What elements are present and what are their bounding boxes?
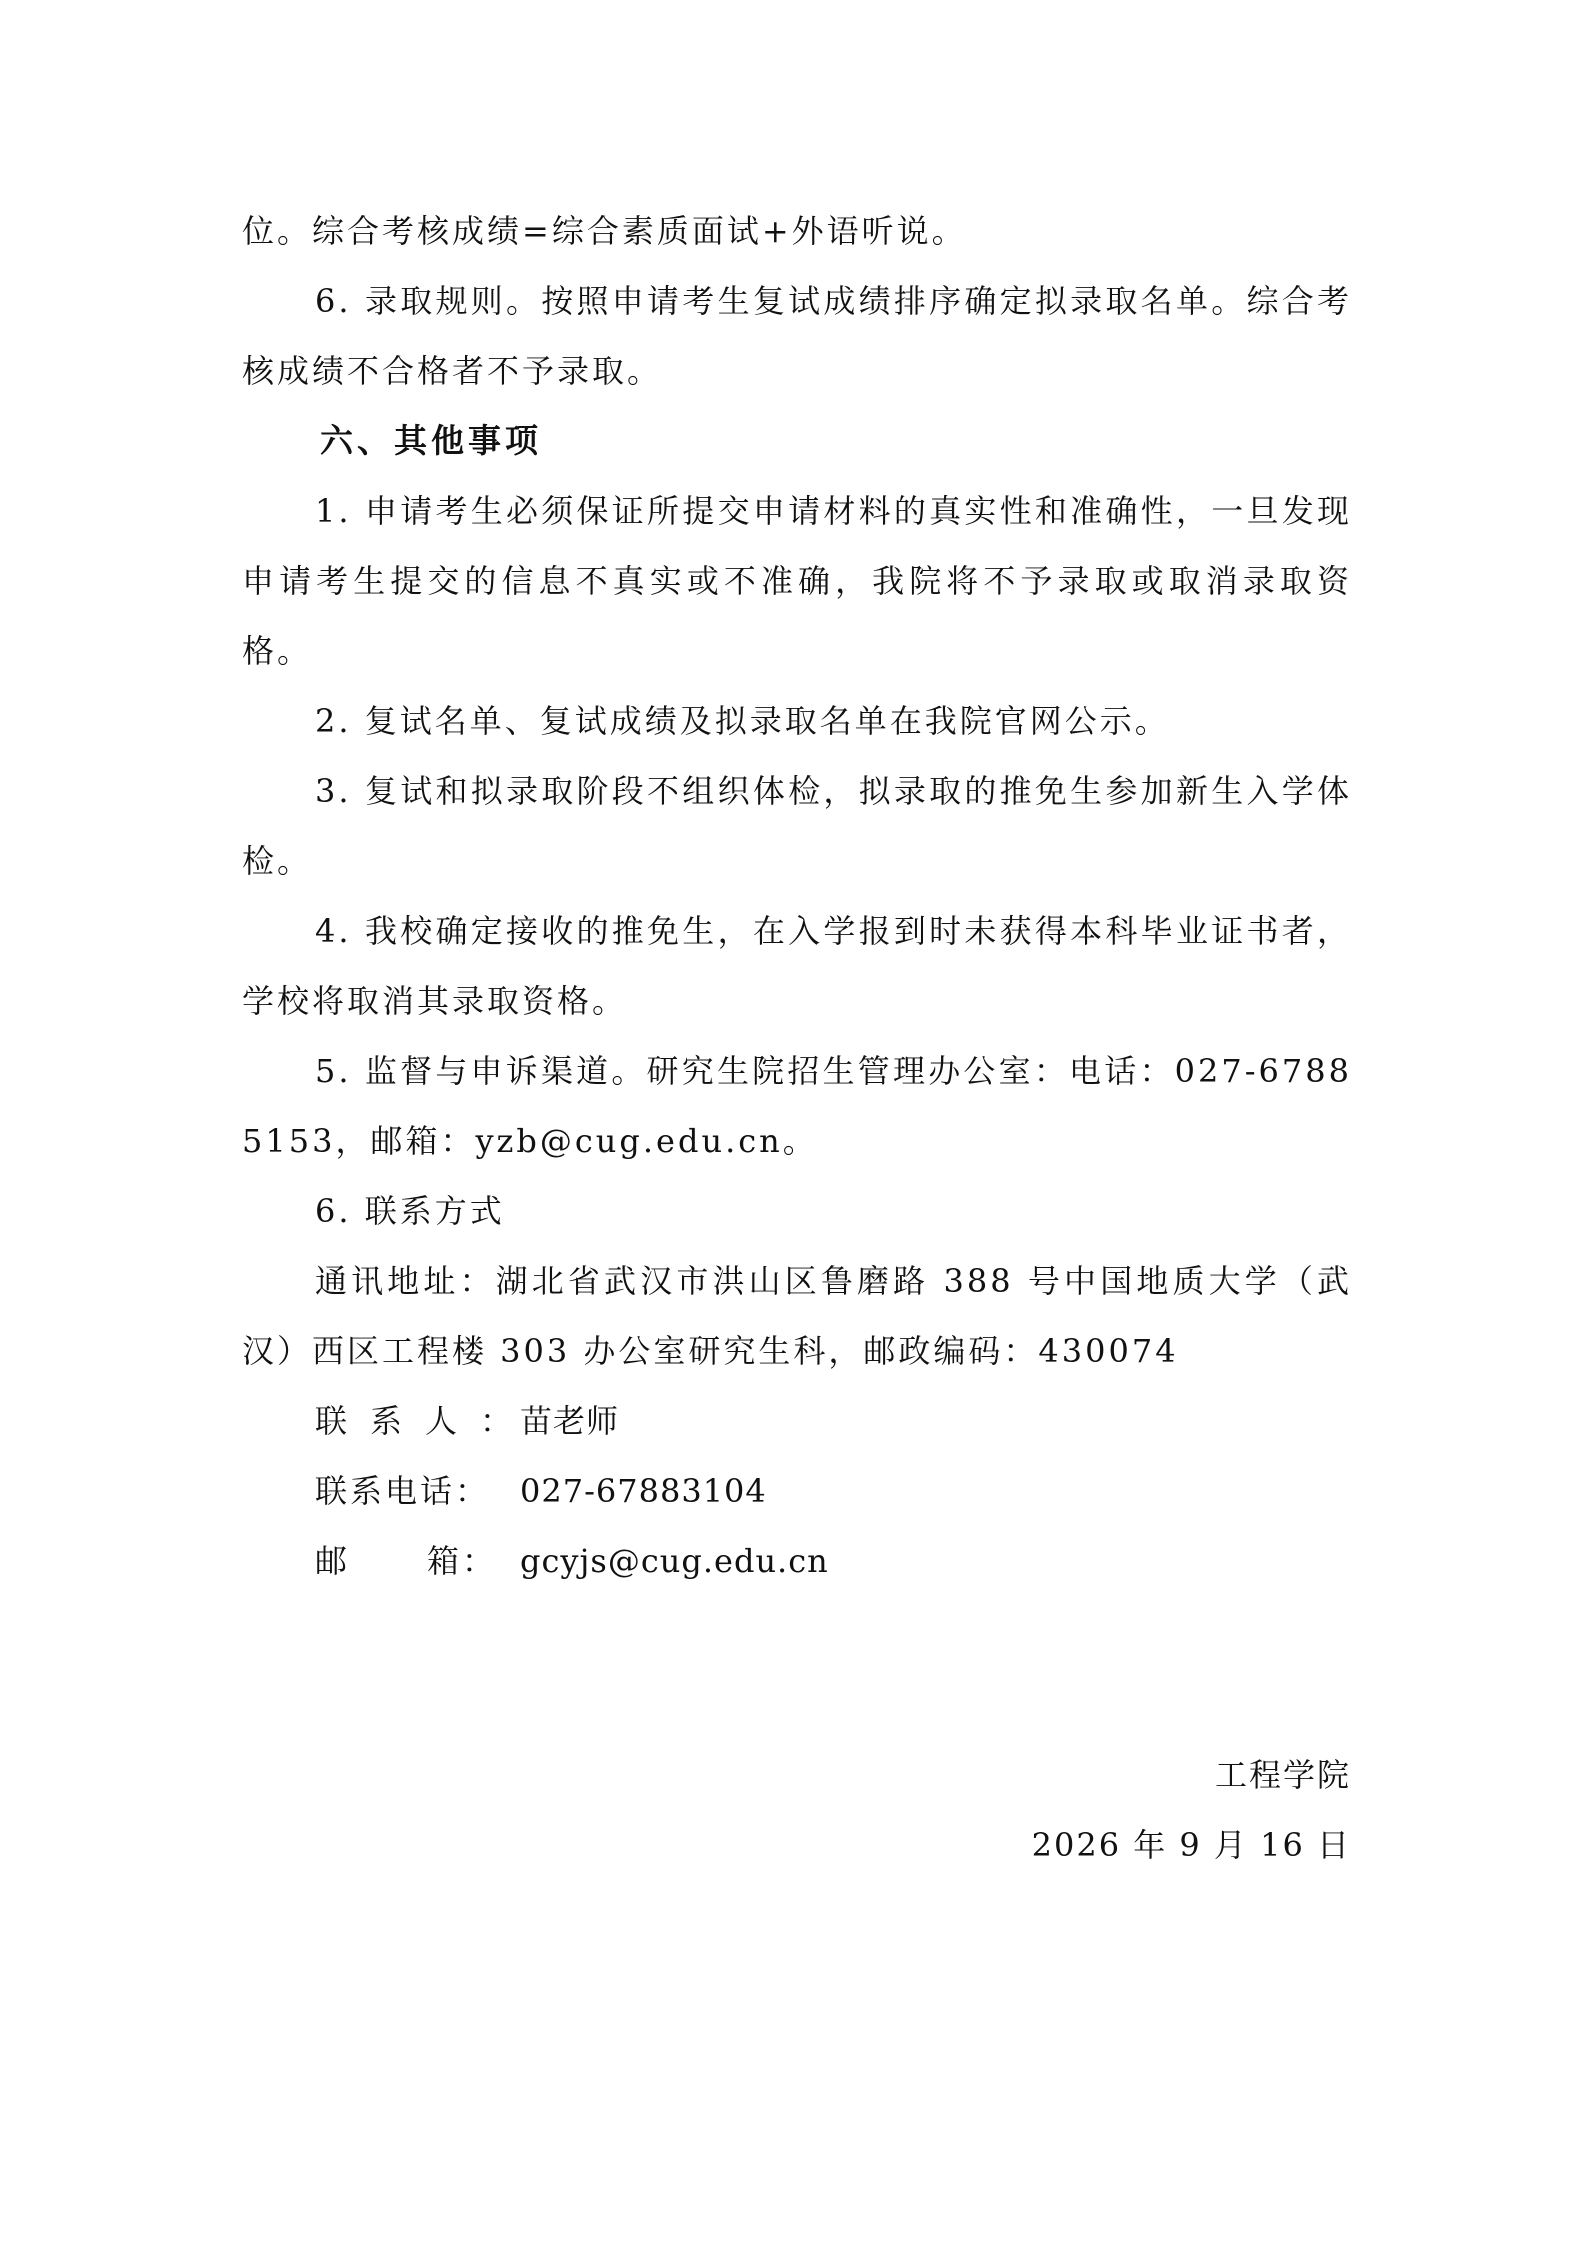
document-body: [242, 196, 1352, 1596]
mailing-address: 通讯地址：湖北省武汉市洪山区鲁磨路 388 号中国地质大学（武汉）西区工程楼 303 办公室研究生科，邮政编码：430074: [242, 1262, 1352, 1370]
contact-email-label: 邮 箱：: [315, 1542, 498, 1580]
item-3-health-check: 3. 复试和拟录取阶段不组织体检，拟录取的推免生参加新生入学体检。: [242, 772, 1352, 880]
contact-phone-value: 027-67883104: [520, 1472, 767, 1510]
contact-person-row: [315, 1386, 1352, 1456]
contact-person-value: 苗老师: [520, 1402, 620, 1440]
item-2-publicity: 2. 复试名单、复试成绩及拟录取名单在我院官网公示。: [315, 702, 1170, 740]
item-5-complaint-channel: 5. 监督与申诉渠道。研究生院招生管理办公室：电话：027-67885153，邮箱：yzb@cug.edu.cn。: [242, 1052, 1352, 1160]
contact-email-value: gcyjs@cug.edu.cn: [520, 1542, 829, 1580]
item-1-authenticity: 1. 申请考生必须保证所提交申请材料的真实性和准确性，一旦发现申请考生提交的信息不真实或不准确，我院将不予录取或取消录取资格。: [242, 492, 1352, 670]
signature-date: 2026 年 9 月 16 日: [1031, 1826, 1351, 1864]
contact-person-label: 联系人：: [315, 1402, 536, 1440]
contact-phone-label: 联系电话：: [315, 1472, 491, 1510]
item-4-diploma: 4. 我校确定接收的推免生，在入学报到时未获得本科毕业证书者，学校将取消其录取资格。: [242, 912, 1352, 1020]
contact-email-label-wrap: [315, 1526, 520, 1596]
paragraph-continuation: 位。综合考核成绩=综合素质面试+外语听说。: [242, 212, 967, 250]
paragraph-admission-rules: 6. 录取规则。按照申请考生复试成绩排序确定拟录取名单。综合考核成绩不合格者不予录取。: [242, 282, 1352, 390]
section-heading-other-matters: 六、其他事项: [320, 421, 542, 460]
signature-block: [1032, 1740, 1351, 1880]
item-6-contact-heading: 6. 联系方式: [315, 1192, 505, 1230]
contact-email-row: [315, 1526, 1352, 1596]
contact-phone-row: [315, 1456, 1352, 1526]
signature-org: 工程学院: [1214, 1756, 1351, 1794]
